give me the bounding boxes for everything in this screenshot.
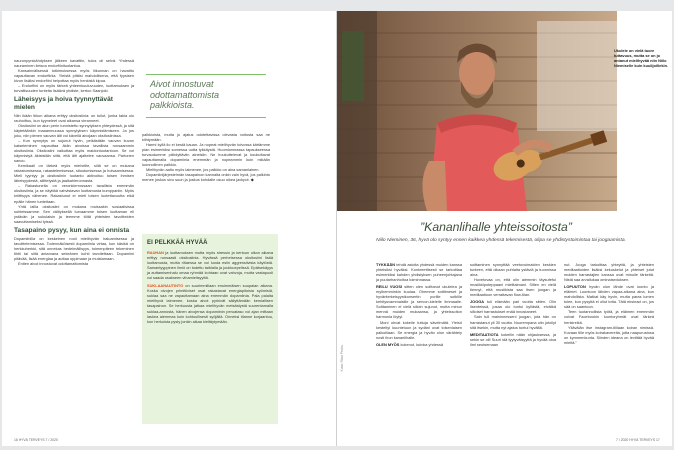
body-paragraph: palkkioista, mutta jo ajatus odotettavissa olevasta voitosta saa ne kiihtymään.	[142, 132, 270, 143]
body-paragraph: Kemikaali on tärkeä myös mieheille, sillä se on mukana rakastumisessa, rakastelemisessa, sitoutumisessa ja hoivaamisessa. Mieli tyyntyy ja oksitosiinin tuotanto aktivoituu toisen ihmisen läheisyydestä, silittelystä ja jaalkahieronnasta.	[14, 163, 134, 184]
body-paragraph: – Kun synnytys on sujunut hyvin, pelkästään vauvan kuvan katseleminen vapauttaa äidin aivoissa tavallista runsaammin oksitosiinia. Oksitosiini vaikuttaa myös maidontuotantoon. Se voi käynnistyä äkiststäin siitä, että äiti ajattelee vauvaansa. Partonen sanoo.	[14, 137, 134, 164]
body-text: Teen tuotannollista työtä, ja eläimen enemmän voivat Facebookin luontoryhmät ovat tärkeä henkireikä.	[564, 309, 654, 325]
lead-keyword: REILU VUOSI	[376, 284, 402, 290]
body-paragraph	[470, 314, 556, 329]
body-text: Sain tuli maininnesseni joogan, jota hän on harrastanut yli 30 vuotta. Nuorempana olin jotollyt sitä itsekin, mutta nyt ajatus tuntui hyvältä.	[470, 314, 556, 330]
subheading-hoiva: Läheisyys ja hoiva tyynnyttävät mielen	[14, 96, 113, 111]
body-text: hyvän olon lähde ovat luonto ja eläimet. Luontoon lähden vapaa-aikana aina, kun mahdollista. Matkat käy hyvin, mutta paras lumen tulee, kun pysyttä ei ollut totta. Tätä eksinaci on, jos sää on saantoon.	[564, 284, 654, 310]
body-text: tuli elämään pari vuotta sitten. Olin lisenteissä, josaa olo tuntui kyllästä, eivätkä silloiset harrastukset enää innostaneet.	[470, 299, 556, 315]
portrait-photo	[337, 11, 617, 211]
body-paragraph: Eniten aivot innostuvat odottamattomista	[18, 261, 89, 267]
body-paragraph: Dopamiinijärjestelmän tasapainon kannalta onkin vain hyvä, jos palkinto menee joskus sivu suun ja joskus kohdalle osuu oikea jackpot. ◆	[142, 172, 270, 183]
ukulele-player-image	[337, 11, 617, 211]
left-column-1	[14, 58, 134, 266]
body-paragraph	[564, 325, 654, 345]
body-paragraph	[564, 284, 654, 309]
right-folio: 7 / 2020 HYVÄ TERVEYS 17	[616, 438, 660, 442]
sidebar-text: ja luottamuksen mutta myös stressin ja kertoun ulkon aikana erittyy runsaasti oksitosiinia. Hyvässä perhetsessa oksitosiini lisää luottamusta, mutta riitaessa se voi luoda esiin aggressiivista käytöstä. Samantyyppinen ilmiö on todettu taiblalla ja joukkuepelissä. Epätsekäyys ja auttamisenhalu omaa ryhmää kohtaan ovat vahvoja, mutta vastapuoli voi saada osakseen vihamielisyyttä.	[147, 250, 273, 281]
photo-credit: Kuva: Riina Peuhu	[340, 345, 344, 372]
sidebar-paragraph	[147, 283, 273, 323]
lead-keyword: LOPUUTON	[564, 284, 586, 290]
body-paragraph: Kansainvälisessä tutkimuksessa myös liikunnan on havaittu vapauttavan endorfiinia. Yleistä pitäisi mahdollisena, että fyysisen kivun lisäksi endorfiini helpottaa myös henkistä kipua.	[14, 68, 134, 84]
body-paragraph: Mielihyvän aalto myös laimenee, jos palkkio on aina samanlainen.	[146, 167, 260, 173]
subheading-tasapaino: Tasapaino pysyy, kun aina ei onnista	[14, 226, 130, 234]
body-paragraph	[470, 262, 556, 277]
body-text: kokeilin nään ohjauksessa, ja sekin se oli! Suuri idä tyytyväisyyttä ja hyvää oloa ilmi seutsemaan	[470, 331, 556, 347]
sidebar-keyword: SUKLAANAUTINTO	[147, 283, 184, 289]
article-deck: Niilo Nieminen, 36, hyvä olo syntyy ennen kaikkea yhdessä tekemisestä, olipa se yhdistystoimintaa tai joogaamista.	[376, 238, 626, 243]
lead-keyword: TYKKÄÄN	[376, 262, 396, 267]
pull-quote	[146, 74, 266, 118]
left-column-2	[142, 132, 270, 182]
right-column-1	[376, 262, 462, 347]
body-paragraph: Dopamiinilla on keskeinen rooli mielihyvän haluamisessa ja tavoittelemisessa. Todennäköisesti dopamiinia virtaa, kun käsikä on herkkuherkki, sitä onnekas hedelmällisyys, toimenpiteen tekeminen tihtii tai siitä antamana sekeänen kohti tavoitettaan. Dopamiini pitävää, lisää energiaa ja auttaa oppimaan ja muistamaan.	[14, 235, 134, 262]
photo-caption: Ukulele on vielä tuore tuttavuus, mutta se on jo antanut mielihyvää niin Niilo Niemiselle kuin kuulijoillekin.	[614, 48, 669, 69]
body-paragraph	[376, 342, 462, 347]
body-paragraph: Oksitosiini on alun perin tunnistettu synnytyksen yhteydessä, ja sitä käytetäänkin maaanmuussa synnytyksen käynnistämiseen. Ja jos joku, niin pienen vauvan äiti voi kävellä aivojaan oksitosiinissa.	[14, 122, 134, 138]
body-paragraph: naurunpyrskähdyksen jälkeen kavattiin, tulos oli selvä. Yhdessä nauraminen lietsoo endorfiinituotantoa.	[14, 58, 134, 69]
lead-keyword: JOOGA	[470, 299, 485, 305]
body-paragraph: – Endorfiini on myös tärkeä yhteenkuuluvuuden, luottamuksen ja turvallisuuden tunteita lisäävä yhdiste, kertoo Saanjoki.	[14, 83, 134, 94]
right-column-3	[564, 262, 654, 345]
lead-keyword: OLEN MYÖS	[376, 341, 400, 347]
body-paragraph	[470, 299, 556, 314]
body-paragraph	[376, 284, 462, 319]
body-text: nut. Jooga tarkoittaa yhteyttä, ja yhteisten meditaatioiden lisäksi kekuskelut ja yhteiset jutut muiden harrastajien kanssa ovat minulle tärkeitä. Nistä saa arvallukaa ominaiseduksen.	[564, 262, 654, 283]
sidebar-box	[142, 234, 278, 424]
lead-keyword: MEDITAATIOTA	[470, 331, 499, 337]
sidebar-text: on suurimmillaan ensimmäisen suupalan aikana. Koska oivojen primitiiviset osat rakastavat energiapitoisia syömisiä, suklaa saa ne vapauttamaan aina enemmän dopamiinia. Pala palalta mielihyvä laimenee, koska aivot pyrkivät säilyttämään kemiallisen tasapainon. Se herkuusta jatkaa mielihyvän metsästystä suurentamalla suklaa-annosta, hänen aivojensa dopamiinin peruataso voi ajan mittaan laskea alemmas kuin kohtuullisesti syöjällä. Onneksi tilanne korjaantuu, kun herkuista pysty jonkin aikaa kieltäytymään.	[147, 283, 273, 324]
body-paragraph	[470, 332, 556, 347]
body-paragraph	[564, 262, 654, 282]
body-paragraph: – Rakastunella on veronkierrossaan tavallista enemmän oksitosiinia, ja se näyttää vahvistavan luottamusta kumppaniin. Myös kriittisyys vähenee. Rakastunut ei mieti toisen luotettavuutta eikä epäile hänen tunteitaan.	[14, 183, 134, 204]
left-folio: 16 HYVÄ TERVEYS 7 / 2020	[14, 438, 58, 442]
article-headline: ”Kananlihalle yhteissoitosta”	[420, 220, 572, 234]
sidebar-keyword: RAUHAN	[147, 250, 164, 255]
body-paragraph	[376, 262, 462, 282]
body-text: Yllävälän itse Instagram-tililaan koiran nimissä. Kuvaan tille myös koirakavereita, jotta naapurustosa on kymmenkunta. Siinden ideana on levittää hyvää mieltä.”	[564, 324, 654, 345]
body-paragraph: Yhtä lailla oksitosiini on mukana muissakin sosiaalisissa suhteissamme. Sen välityksellä turvaamme toisen luottaman eli ystävän ja sukulaisin ja teemme töitä yhteisten tavoitteiden saavuttamiseksi tyissä.	[14, 203, 134, 224]
body-text: sitten olen soittanut ukulelea ja mylhemminkin kuulaa. Ohemme soittimeset ja hyvänterkeisyystkonsertin porille sotkille kehitysvammaisille ja servon-kielelle ilmmaalle. Soittaminen ei vielä silloin sujunut, mutta minun mennä muiden mukaansa, ja yhteissoiton harmonia löytyi.	[376, 284, 462, 320]
body-text: tehdä asioita yhdessä muiden kanssa yhteisiksi hyväksi. Konkreettisesti se tarkoittaa esimerkiksi kahden yhdistyksen puheenjohtajana ja puutarhanhoitoa toiminnassa.	[376, 262, 462, 283]
pull-quote-text: Aivot innostuvat odottamattomista palkkioista.	[150, 79, 220, 110]
sidebar-title: EI PELKKÄÄ HYVÄÄ	[147, 240, 208, 246]
body-paragraph	[376, 320, 462, 340]
body-text: Huvetovaa on, että olin aiemmin täysufeful musiikkipoteppaani mielitaimani. Silten en vielä tiennyt, että musiikista saa itsen joogan ja meditaatioon verrattavan flow-tilan.	[470, 277, 556, 298]
body-text: Moni ohvat kokeile tuttuja sävelmätä. Yleisö kesteltyi kuunteluun ja sydäni ovat toisenlaisen paikoillaan. Se energia ja hyvän olon värähtely nosti ihon kananlihalle.	[376, 319, 462, 340]
body-paragraph	[564, 309, 654, 324]
body-paragraph	[470, 277, 556, 297]
right-column-2	[470, 262, 556, 347]
sidebar-paragraph	[147, 250, 273, 280]
body-paragraph: Harmi kyllä ilo ei kestä kauan. Ja nopeat mielihyvän toivossa kärtämme pian esimerkiksi somessa uutta tykkäystä. Huomionmassa tapaukseessa turvaudumme pähdyttäviin aineisiin. Ne houkuttelevat ja koukuttavat vapauttamalla dopamiinia enemmän ja nopeammin kuin mikään luonnollinen palkkio.	[142, 142, 270, 168]
body-text: kokenut, kuinka yhdessä	[399, 341, 444, 347]
body-text: soittaminen synnyttää veetovoimaiden keskien tunteen, että olkaan puhtaita ystäviä ja tuonnissa aina.	[470, 262, 556, 278]
body-paragraph: Niin ikään tiikun aikana erittyy oksitosiinia: on tullut, jonka takia olo rauhoittuu, kun kyyneleet ovat aikansa virranneet.	[14, 112, 134, 123]
